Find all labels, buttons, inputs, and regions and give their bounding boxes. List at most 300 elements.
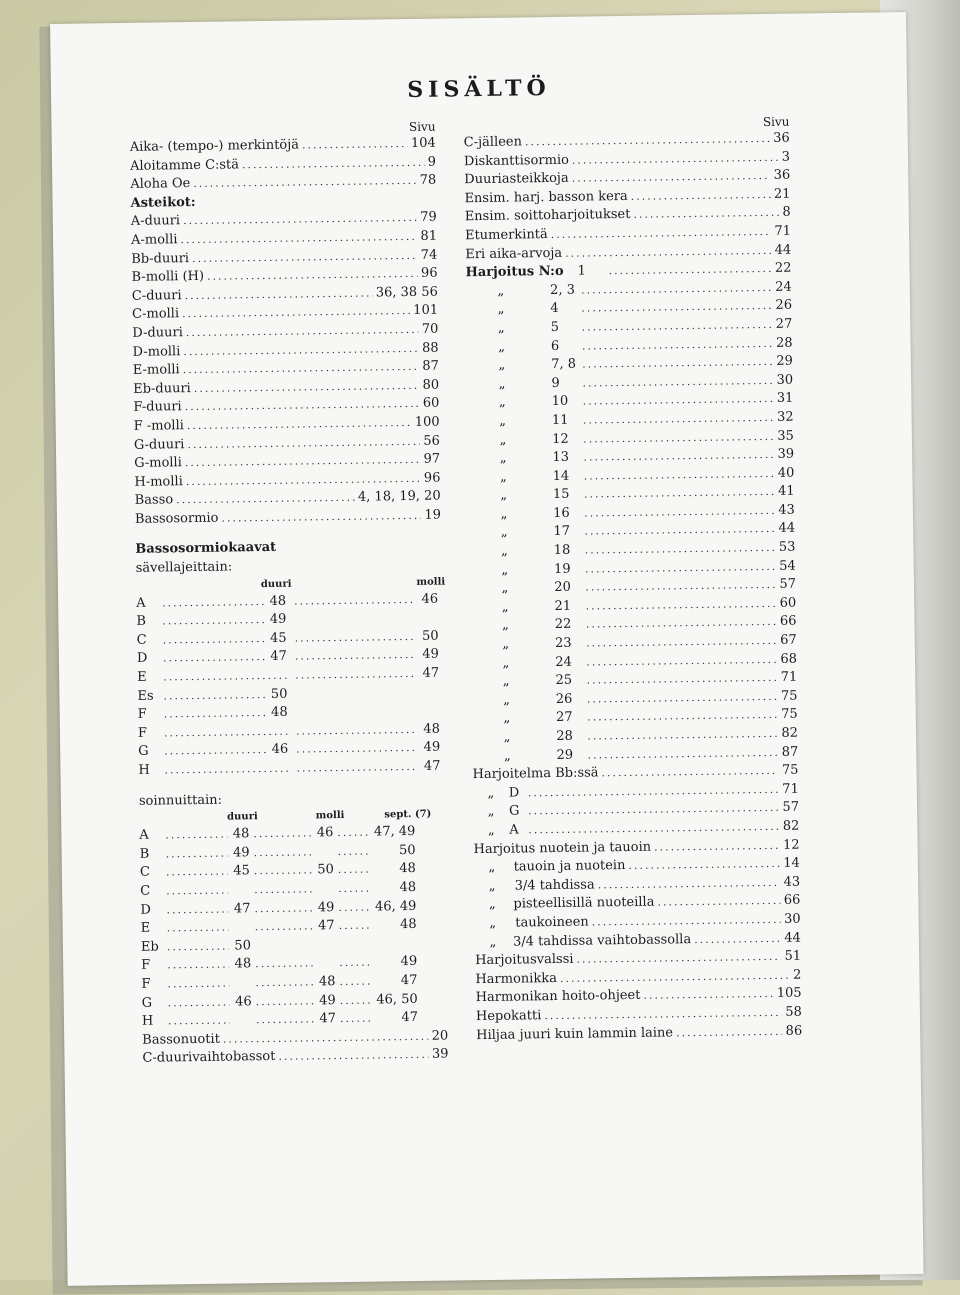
exercise-page: 32 [777, 409, 794, 428]
toc-entry [142, 1046, 448, 1069]
leader-dots [255, 973, 313, 992]
entry-page: 9 [428, 153, 437, 172]
leader-dots [296, 739, 418, 759]
leader-dots [338, 880, 372, 899]
exercise-number: 16 [553, 504, 581, 523]
exercise-number: 10 [552, 393, 580, 412]
ditto-mark: „ [471, 691, 541, 711]
exercise-number: 11 [552, 412, 580, 431]
key-name: F [141, 975, 167, 994]
entry-label: Duuriasteikkoja [464, 170, 569, 190]
ditto-mark: „ [466, 301, 536, 321]
leader-dots [164, 704, 268, 724]
exercise-page: 41 [778, 483, 795, 502]
leader-dots [296, 721, 418, 741]
leader-dots [256, 992, 314, 1011]
key-name: G [138, 743, 164, 762]
leader-dots [676, 1022, 783, 1042]
entry-label: B-molli (H) [131, 268, 204, 288]
exercise-number: 7, 8 [551, 356, 579, 375]
ditto-mark: „ [469, 505, 539, 525]
exercise-number: 27 [556, 709, 584, 728]
harjoitelma-sub-page: 71 [782, 780, 799, 799]
ditto-mark: „ [469, 486, 539, 506]
duuri-page: 45 [228, 863, 250, 882]
entry-page: 70 [422, 321, 439, 340]
exercise-page: 26 [775, 297, 792, 316]
entry-page: 58 [785, 1003, 802, 1022]
entry-page: 80 [422, 376, 439, 395]
entry-page: 105 [777, 985, 802, 1004]
entry-page: 12 [783, 836, 800, 855]
exercise-page: 27 [776, 316, 793, 335]
ditto-mark: „ [466, 282, 536, 302]
entry-label: E-molli [133, 361, 180, 380]
entry-label: C-duuri [132, 287, 182, 306]
leader-dots [254, 843, 312, 862]
harjoitelma-label: Harjoitelma Bb:ssä [472, 765, 598, 785]
exercise-number: 28 [556, 728, 584, 747]
duuri-page: 50 [267, 685, 287, 704]
entry-label: Basso [135, 492, 174, 511]
duuri-page: 47 [228, 900, 250, 919]
soinnuittain-label: soinnuittain: [139, 788, 445, 811]
entry-label: Ensim. soittoharjoitukset [465, 206, 631, 227]
exercise-number: 12 [552, 430, 580, 449]
exercise-number: 26 [556, 690, 584, 709]
leader-dots [167, 937, 229, 956]
exercise-page: 30 [776, 371, 793, 390]
leader-dots [339, 954, 373, 973]
key-name: D [140, 901, 166, 920]
leader-dots [242, 153, 425, 174]
entry-label: D-molli [133, 343, 181, 362]
entry-label: C-jälleen [464, 133, 522, 152]
entry-label: 3/4 tahdissa vaihtobassolla [513, 931, 691, 952]
entry-label: Harjoitusvalssi [475, 951, 574, 971]
ditto-mark: „ [467, 394, 537, 414]
duuri-page: 47 [267, 648, 287, 667]
key-name: G [142, 994, 168, 1013]
leader-dots [165, 826, 227, 845]
duuri-page: 50 [229, 937, 251, 956]
sept-page [373, 947, 417, 948]
entry-page: 104 [411, 135, 436, 154]
toc-entry [476, 1022, 802, 1045]
leader-dots [339, 972, 373, 991]
leader-dots [295, 628, 417, 648]
exercise-page: 75 [781, 687, 798, 706]
sept-page: 46, 49 [372, 898, 416, 917]
entry-label: Bb-duuri [131, 250, 189, 269]
leader-dots [164, 723, 288, 743]
exercise-page: 53 [779, 539, 796, 558]
sept-page: 48 [373, 916, 417, 935]
molli-page: 47 [313, 917, 335, 936]
key-name: Eb [141, 938, 167, 957]
entry-label: Eri aika-arvoja [465, 244, 562, 264]
entry-page: 66 [784, 892, 801, 911]
exercise-page: 43 [778, 501, 795, 520]
exercise-number: 24 [555, 653, 583, 672]
sept-page: 48 [372, 860, 416, 879]
exercise-number: 15 [553, 486, 581, 505]
leader-dots [254, 862, 312, 881]
ditto-mark: „ [473, 803, 509, 822]
exercise-number: 9 [551, 374, 579, 393]
harjoitelma-key: D [509, 784, 525, 803]
leader-dots [168, 1012, 230, 1031]
leader-dots [278, 1046, 429, 1067]
leader-dots [601, 762, 779, 783]
duuri-page: 48 [268, 704, 288, 723]
leader-dots [162, 611, 266, 631]
entry-label: G-molli [134, 454, 182, 473]
right-column [463, 114, 802, 1046]
entry-label: C-molli [132, 306, 179, 325]
exercise-page: 35 [777, 427, 794, 446]
key-name: H [142, 1013, 168, 1032]
entry-page: 96 [421, 265, 438, 284]
entry-page: 14 [783, 855, 800, 874]
exercise-page: 75 [781, 706, 798, 725]
key-name: F [141, 957, 167, 976]
entry-label: G-duuri [134, 436, 185, 455]
molli-page: 48 [313, 973, 335, 992]
entry-page: 74 [421, 246, 438, 265]
exercise-page: 87 [782, 743, 799, 762]
leader-dots [338, 861, 372, 880]
leader-dots [628, 855, 780, 876]
left-column [129, 119, 448, 1069]
exercise-number: 18 [554, 542, 582, 561]
exercise-number: 23 [555, 635, 583, 654]
bassosormio-heading: Bassosormiokaavat [135, 537, 441, 560]
exercise-page: 29 [776, 353, 793, 372]
key-name: C [140, 864, 166, 883]
leader-dots [337, 824, 371, 843]
exercise-page: 82 [781, 725, 798, 744]
entry-label: Harmonikan hoito-ohjeet [476, 987, 641, 1008]
leader-dots [340, 991, 374, 1010]
exercise-number: 20 [554, 579, 582, 598]
leader-dots [167, 975, 229, 994]
entry-label: Aloha Oe [130, 175, 190, 194]
molli-page: 49 [312, 899, 334, 918]
exercise-page: 44 [778, 520, 795, 539]
sept-page: 47 [373, 972, 417, 991]
entry-page: 51 [784, 948, 801, 967]
savellajeittain-label: sävellajeittain: [136, 556, 442, 579]
exercise-number: 14 [553, 467, 581, 486]
exercise-number: 1 [577, 262, 605, 281]
entry-page: 71 [774, 223, 791, 242]
entry-page: 8 [782, 204, 791, 223]
entry-page: 78 [420, 172, 437, 191]
exercise-number: 2, 3 [550, 281, 578, 300]
exercise-page: 71 [781, 669, 798, 688]
entry-page: 44 [775, 241, 792, 260]
ditto-mark: „ [468, 431, 538, 451]
col-header-molli: molli [316, 808, 345, 824]
exercise-page: 28 [776, 334, 793, 353]
leader-dots [254, 899, 312, 918]
ditto-mark: „ [469, 542, 539, 562]
exercise-number: 22 [555, 616, 583, 635]
entry-label: 3/4 tahdissa [515, 876, 595, 896]
entry-label: tauoin ja nuotein [514, 857, 626, 877]
ditto-mark: „ [468, 468, 538, 488]
entry-page: 56 [423, 432, 440, 451]
key-name: A [139, 827, 165, 846]
leader-dots [654, 836, 780, 856]
duuri-page: 49 [228, 844, 250, 863]
entry-label: F -molli [134, 417, 184, 436]
leader-dots [167, 956, 229, 975]
entry-page: 4, 18, 19, 20 [358, 488, 441, 508]
entry-label: Harjoitus nuotein ja tauoin [473, 838, 651, 859]
duuri-page: 48 [266, 592, 286, 611]
leader-dots [254, 880, 312, 899]
ditto-mark: „ [471, 672, 541, 692]
molli-page: 47 [418, 758, 440, 777]
leader-dots [255, 955, 313, 974]
key-name: C [140, 882, 166, 901]
molli-page: 50 [417, 627, 439, 646]
exercise-page: 67 [780, 632, 797, 651]
col-header-molli: molli [416, 574, 445, 590]
ditto-mark: „ [471, 654, 541, 674]
ditto-mark: „ [474, 859, 510, 878]
entry-label: taukoineen [515, 913, 589, 933]
harjoitus-label: Harjoitus N:o [465, 263, 577, 283]
ditto-mark: „ [475, 933, 511, 952]
entry-label: C-duurivaihtobassot [142, 1048, 275, 1068]
entry-page: 39 [432, 1046, 449, 1065]
ditto-mark: „ [473, 784, 509, 803]
leader-dots [631, 186, 771, 207]
exercise-page: 57 [779, 576, 796, 595]
entry-page: 86 [786, 1022, 803, 1041]
leader-dots [176, 489, 355, 510]
ditto-mark: „ [472, 728, 542, 748]
exercise-page: 24 [775, 278, 792, 297]
entry-page: 96 [424, 469, 441, 488]
entry-page: 87 [422, 358, 439, 377]
entry-label: Diskanttisormio [464, 151, 569, 171]
key-name: F [138, 724, 164, 743]
ditto-mark: „ [473, 822, 509, 841]
ditto-mark: „ [471, 635, 541, 655]
leader-dots [163, 667, 287, 687]
ditto-mark: „ [470, 561, 540, 581]
entry-page: 36 [774, 167, 791, 186]
entry-label: Eb-duuri [133, 380, 191, 399]
leader-dots [339, 917, 373, 936]
leader-dots [166, 844, 228, 863]
exercise-number: 5 [551, 319, 579, 338]
ditto-mark: „ [474, 896, 510, 915]
entry-page: 30 [784, 911, 801, 930]
leader-dots [338, 898, 372, 917]
entry-label: Bassosormio [135, 510, 219, 530]
leader-dots [163, 686, 267, 706]
molli-page: 49 [314, 992, 336, 1011]
sivu-header-left: Sivu [129, 119, 435, 139]
sept-page: 46, 50 [374, 990, 418, 1009]
leader-dots [302, 135, 408, 155]
entry-label: A-molli [131, 231, 178, 250]
key-name: B [140, 845, 166, 864]
entry-page: 3 [782, 148, 791, 167]
leader-dots [340, 1010, 374, 1029]
page-title: SISÄLTÖ [51, 70, 907, 108]
duuri-page: 45 [267, 630, 287, 649]
ditto-mark: „ [466, 319, 536, 339]
entry-label: Hiljaa juuri kuin lammin laine [476, 1024, 673, 1045]
exercise-page: 39 [777, 446, 794, 465]
entry-page: 36 [773, 130, 790, 149]
sept-page: 50 [371, 842, 415, 861]
entry-label: Ensim. harj. basson kera [464, 188, 627, 209]
exercise-number: 17 [553, 523, 581, 542]
exercise-number: 21 [554, 597, 582, 616]
ditto-mark: „ [472, 747, 542, 767]
molli-page: 50 [312, 861, 334, 880]
entry-page: 81 [420, 228, 437, 247]
entry-page: 101 [413, 302, 438, 321]
leader-dots [255, 918, 313, 937]
harjoitelma-page: 75 [782, 762, 799, 781]
exercise-number: 25 [555, 672, 583, 691]
leader-dots [657, 892, 781, 912]
exercise-number: 4 [550, 300, 578, 319]
harjoitelma-key: A [509, 821, 525, 840]
leader-dots [166, 900, 228, 919]
exercise-number: 13 [552, 449, 580, 468]
key-name: D [137, 650, 163, 669]
leader-dots [608, 260, 772, 281]
leader-dots [294, 591, 416, 611]
ditto-mark: „ [468, 449, 538, 469]
leader-dots [193, 172, 417, 194]
leader-dots [163, 630, 267, 650]
exercise-page: 68 [780, 650, 797, 669]
key-name: E [141, 920, 167, 939]
entry-label: Hepokatti [476, 1007, 542, 1027]
entry-page: 19 [424, 506, 441, 525]
entry-page: 60 [423, 395, 440, 414]
exercise-page: 66 [780, 613, 797, 632]
entry-page: 100 [415, 413, 440, 432]
leader-dots [643, 985, 774, 1005]
sept-page: 48 [372, 879, 416, 898]
leader-dots [164, 741, 268, 761]
col-header-duuri: duuri [261, 576, 292, 592]
key-name: F [138, 706, 164, 725]
duuri-page: 48 [229, 956, 251, 975]
entry-label: Aloitamme C:stä [130, 156, 239, 176]
exercise-number: 19 [554, 560, 582, 579]
leader-dots [633, 204, 779, 225]
ditto-mark: „ [469, 524, 539, 544]
entry-page: 97 [423, 451, 440, 470]
leader-dots [338, 842, 372, 861]
duuri-page: 46 [230, 993, 252, 1012]
key-name: E [137, 668, 163, 687]
harjoitelma-sub-page: 82 [783, 818, 800, 837]
molli-page: 46 [311, 824, 333, 843]
col-header-sept: sept. (7) [384, 807, 431, 824]
entry-page: 20 [432, 1027, 449, 1046]
molli-page: 49 [417, 646, 439, 665]
ditto-mark: „ [474, 877, 510, 896]
molli-page: 47 [417, 665, 439, 684]
entry-label: Aika- (tempo-) merkintöjä [130, 137, 299, 158]
exercise-number: 6 [551, 337, 579, 356]
key-name: C [137, 631, 163, 650]
entry-page: 36, 38 56 [376, 283, 438, 302]
leader-dots [168, 993, 230, 1012]
entry-page: 88 [422, 339, 439, 358]
leader-dots [166, 863, 228, 882]
key-name: A [136, 594, 162, 613]
leader-dots [296, 758, 418, 778]
sept-page: 49 [373, 953, 417, 972]
entry-page: 21 [774, 185, 791, 204]
leader-dots [162, 593, 266, 613]
ditto-mark: „ [470, 617, 540, 637]
leader-dots [256, 1011, 314, 1030]
leader-dots [253, 825, 311, 844]
ditto-mark: „ [475, 915, 511, 934]
ditto-mark: „ [470, 579, 540, 599]
harjoitelma-sub-page: 57 [782, 799, 799, 818]
sept-page: 47, 49 [371, 823, 415, 842]
exercise-page: 40 [778, 464, 795, 483]
key-name: H [138, 761, 164, 780]
entry-page: 43 [783, 873, 800, 892]
entry-label: D-duuri [132, 324, 183, 343]
entry-page: 79 [420, 209, 437, 228]
ditto-mark: „ [472, 710, 542, 730]
duuri-page: 46 [268, 741, 288, 760]
ditto-mark: „ [467, 356, 537, 376]
leader-dots [164, 760, 288, 780]
exercise-page: 22 [775, 260, 792, 279]
entry-label: Bassonuotit [142, 1030, 220, 1050]
leader-dots [221, 507, 421, 528]
leader-dots [295, 646, 417, 666]
sept-page: 47 [374, 1009, 418, 1028]
exercise-page: 31 [777, 390, 794, 409]
leader-dots [163, 648, 267, 668]
entry-page: 44 [784, 929, 801, 948]
ditto-mark: „ [467, 375, 537, 395]
ditto-mark: „ [468, 412, 538, 432]
harjoitelma-key: G [509, 803, 525, 822]
sivu-header-right: Sivu [463, 114, 789, 135]
leader-dots [694, 929, 781, 949]
key-name: B [136, 613, 162, 632]
entry-label: Etumerkintä [465, 226, 548, 246]
duuri-page: 48 [227, 825, 249, 844]
asteikot-heading: Asteikot: [130, 190, 436, 213]
duuri-page: 49 [266, 611, 286, 630]
exercise-page: 54 [779, 557, 796, 576]
leader-dots [166, 882, 228, 901]
col-header-duuri: duuri [227, 809, 258, 825]
